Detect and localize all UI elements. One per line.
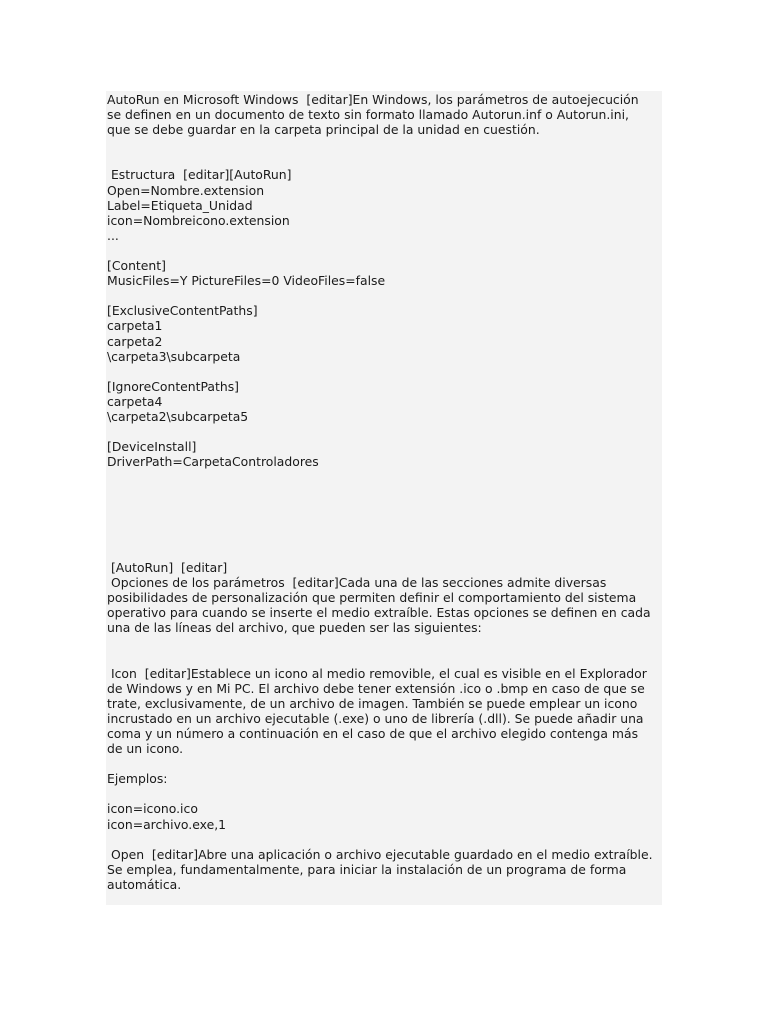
document-line: carpeta1 — [107, 318, 163, 334]
document-line: de un icono. — [107, 741, 184, 757]
document-line: Ejemplos: — [107, 771, 168, 787]
document-line: operativo para cuando se inserte el medio extraíble. Estas opciones se definen en cada — [107, 605, 651, 621]
document-line — [107, 469, 663, 484]
document-line: \carpeta3\subcarpeta — [107, 348, 241, 364]
document-line: icon=archivo.exe,1 — [107, 816, 227, 832]
document-line: de Windows y en Mi PC. El archivo debe tener extensión .ico o .bmp en caso de que se — [107, 680, 645, 696]
document-line: que se debe guardar en la carpeta principal de la unidad en cuestión. — [107, 122, 540, 138]
document-line: icon=icono.ico — [107, 801, 198, 817]
document-line — [107, 364, 663, 379]
document-line — [107, 756, 663, 771]
document-line: ... — [107, 227, 119, 243]
document-line: coma y un número a continuación en el caso de que el archivo elegido contenga más — [107, 725, 639, 741]
document-line: Open=Nombre.extension — [107, 182, 265, 198]
document-line: trate, exclusivamente, de un archivo de imagen. También se puede emplear un icono — [107, 695, 638, 711]
document-line: icon=Nombreicono.extension — [107, 212, 290, 228]
document-line — [107, 635, 663, 650]
document-line — [107, 137, 663, 152]
document-line: incrustado en un archivo ejecutable (.exe) o uno de librería (.dll). Se puede añadir una — [107, 710, 644, 726]
document-line — [107, 288, 663, 303]
document-line: automática. — [107, 876, 182, 892]
document-line — [107, 832, 663, 847]
document-line: carpeta4 — [107, 393, 163, 409]
document-line: [AutoRun] [editar] — [107, 559, 228, 575]
document-line — [107, 786, 663, 801]
document-line: se definen en un documento de texto sin formato llamado Autorun.inf o Autorun.ini, — [107, 107, 629, 123]
document-line: posibilidades de personalización que permiten definir el comportamiento del sistema — [107, 590, 637, 606]
document-line: Estructura [editar][AutoRun] — [107, 167, 292, 183]
document-line — [107, 530, 663, 545]
document-body — [107, 92, 663, 892]
document-line: Open [editar]Abre una aplicación o archivo ejecutable guardado en el medio extraíble. — [107, 846, 653, 862]
document-line — [107, 515, 663, 530]
document-line — [107, 152, 663, 167]
document-line: Label=Etiqueta_Unidad — [107, 197, 253, 213]
document-line: Icon [editar]Establece un icono al medio removible, el cual es visible en el Explorador — [107, 665, 647, 681]
document-line: MusicFiles=Y PictureFiles=0 VideoFiles=false — [107, 273, 386, 289]
document-line — [107, 424, 663, 439]
document-line — [107, 484, 663, 499]
document-line: AutoRun en Microsoft Windows [editar]En Windows, los parámetros de autoejecución — [107, 92, 639, 107]
document-line: DriverPath=CarpetaControladores — [107, 454, 319, 470]
document-line — [107, 243, 663, 258]
document-line: carpeta2 — [107, 333, 163, 349]
document-line: [Content] — [107, 258, 166, 274]
document-line: [IgnoreContentPaths] — [107, 378, 240, 394]
document-line: Opciones de los parámetros [editar]Cada una de las secciones admite diversas — [107, 575, 607, 590]
document-line: [ExclusiveContentPaths] — [107, 303, 258, 319]
document-line: [DeviceInstall] — [107, 439, 197, 455]
document-line: una de las líneas del archivo, que pueden ser las siguientes: — [107, 620, 482, 636]
document-line: Se emplea, fundamentalmente, para iniciar la instalación de un programa de forma — [107, 861, 627, 877]
document-line — [107, 650, 663, 665]
document-line — [107, 545, 663, 560]
document-line: \carpeta2\subcarpeta5 — [107, 408, 249, 424]
document-line — [107, 500, 663, 515]
